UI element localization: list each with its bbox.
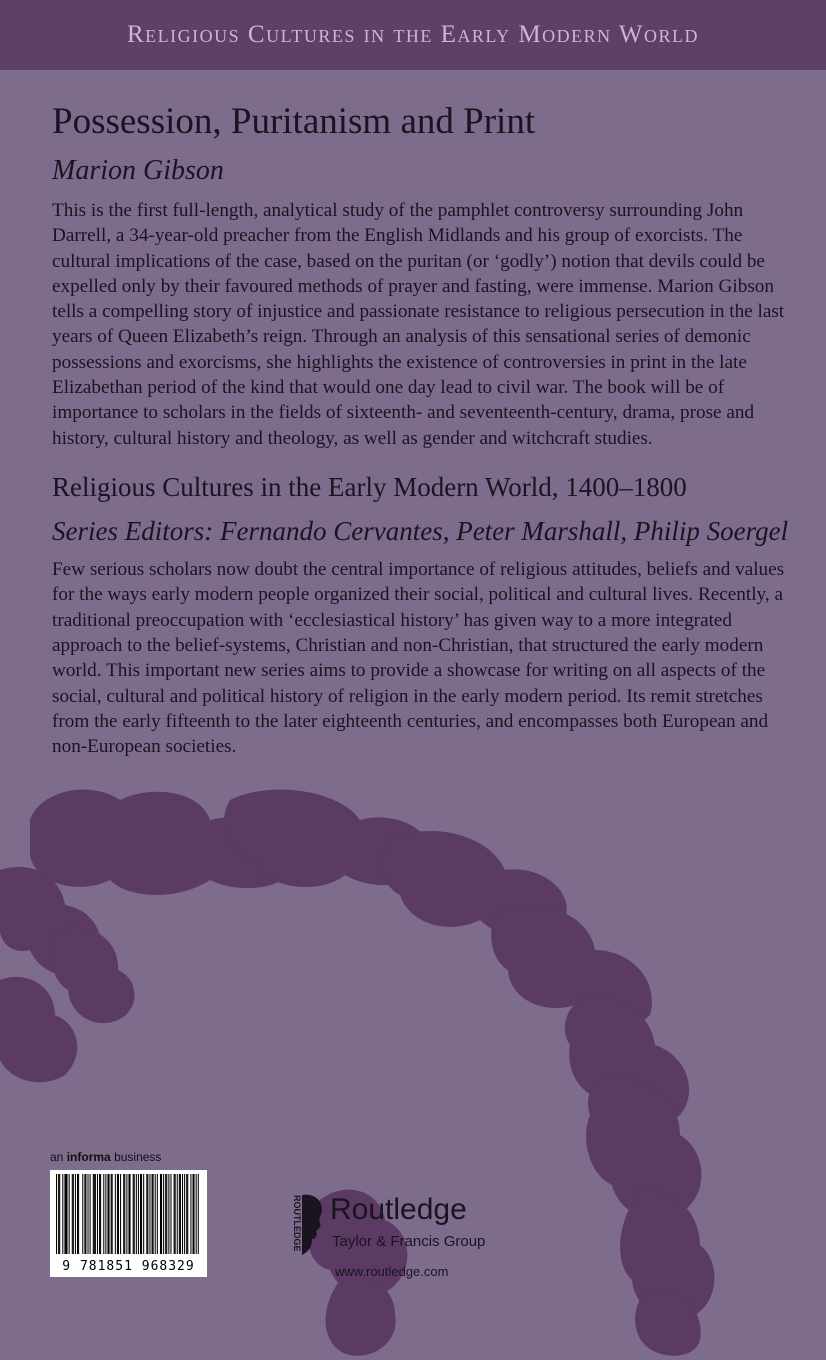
barcode-bar bbox=[118, 1174, 119, 1254]
barcode-bar bbox=[90, 1174, 91, 1254]
barcode-bar bbox=[59, 1174, 60, 1254]
barcode-bar bbox=[182, 1174, 183, 1254]
barcode-bar bbox=[109, 1174, 110, 1254]
routledge-head-icon bbox=[298, 1193, 328, 1257]
barcode-bar bbox=[134, 1174, 135, 1254]
barcode-bar bbox=[157, 1174, 158, 1254]
barcode-bar bbox=[140, 1174, 141, 1254]
barcode-bar bbox=[180, 1174, 181, 1254]
barcode-bar bbox=[107, 1174, 108, 1254]
series-banner bbox=[0, 0, 826, 70]
series-description: Few serious scholars now doubt the central importance of religious attitudes, beliefs and values for the ways early modern people organized their social, political and cultural lives. Recently, a traditional preoccupation with ‘ecclesiastical history’ has given way to a more integrated approach to the belief-systems, Christian and non-Christian, that structured the early modern world. This important new series aims to provide a showcase for writing on all aspects of the social, cultural and political history of religion in the early modern period. Its remit stretches from the early fifteenth to the later eighteenth centuries, and encompasses both European and non-European societies. bbox=[52, 559, 785, 758]
barcode-bar bbox=[163, 1174, 164, 1254]
publisher-url[interactable]: www.routledge.com bbox=[335, 1264, 449, 1279]
barcode-bar bbox=[161, 1174, 162, 1254]
barcode-bar bbox=[179, 1174, 180, 1254]
barcode-bar bbox=[112, 1174, 113, 1254]
barcode-bar bbox=[124, 1174, 125, 1254]
barcode-bar bbox=[153, 1174, 154, 1254]
barcode-bar bbox=[58, 1174, 59, 1254]
publisher-group: Taylor & Francis Group bbox=[332, 1233, 486, 1250]
barcode-bar bbox=[174, 1174, 175, 1254]
barcode-bar bbox=[72, 1174, 73, 1254]
barcode-bar bbox=[168, 1174, 169, 1254]
informa-business-line bbox=[50, 1150, 161, 1164]
barcode-bar bbox=[160, 1174, 161, 1254]
barcode-bar bbox=[198, 1174, 199, 1254]
barcode-bar bbox=[105, 1174, 106, 1254]
barcode-bar bbox=[77, 1174, 78, 1254]
barcode-bar bbox=[82, 1174, 83, 1254]
barcode-bar bbox=[170, 1174, 171, 1254]
barcode-bar bbox=[97, 1174, 98, 1254]
barcode-bar bbox=[165, 1174, 166, 1254]
barcode-bar bbox=[78, 1174, 79, 1254]
routledge-vertical-text: ROUTLEDGE bbox=[292, 1195, 302, 1252]
barcode-bar bbox=[196, 1174, 197, 1254]
barcode-bar bbox=[177, 1174, 178, 1254]
barcode-bar bbox=[166, 1174, 167, 1254]
barcode-bar bbox=[88, 1174, 89, 1254]
barcode-bar bbox=[103, 1174, 104, 1254]
barcode-bar bbox=[111, 1174, 112, 1254]
informa-prefix: an bbox=[50, 1150, 64, 1164]
barcode-bar bbox=[100, 1174, 101, 1254]
barcode-bar bbox=[184, 1174, 185, 1254]
back-cover-text bbox=[52, 100, 792, 759]
barcode-bar bbox=[187, 1174, 188, 1254]
barcode-bar bbox=[73, 1174, 74, 1254]
barcode-bar bbox=[155, 1174, 156, 1254]
barcode-bars bbox=[50, 1170, 207, 1260]
barcode-bar bbox=[123, 1174, 124, 1254]
barcode-bar bbox=[84, 1174, 85, 1254]
barcode-bar bbox=[64, 1174, 65, 1254]
book-title: Possession, Puritanism and Print bbox=[52, 101, 536, 142]
barcode-bar bbox=[120, 1174, 121, 1254]
barcode-bar bbox=[67, 1174, 68, 1254]
barcode-bar bbox=[115, 1174, 116, 1254]
barcode-bar bbox=[193, 1174, 194, 1254]
barcode-bar bbox=[136, 1174, 137, 1254]
barcode-bar bbox=[93, 1174, 94, 1254]
barcode-bar bbox=[99, 1174, 100, 1254]
barcode-bar bbox=[146, 1174, 147, 1254]
publisher-name: Routledge bbox=[330, 1193, 467, 1226]
barcode-bar bbox=[194, 1174, 195, 1254]
informa-brand: informa bbox=[66, 1150, 111, 1164]
barcode-bar bbox=[143, 1174, 144, 1254]
book-description: This is the first full-length, analytical study of the pamphlet controversy surrounding John Darrell, a 34-year-old preacher from the English Midlands and his group of exorcists. The cultural implications of the case, based on the puritan (or ‘godly’) notion that devils could be expelled only by their favoured methods of prayer and fasting, were immense. Marion Gibson tells a compelling story of injustice and passionate resistance to religious persecution in the last years of Queen Elizabeth’s reign. Through an analysis of this sensational series of demonic possessions and exorcisms, she highlights the existence of controversies in print in the late Elizabethan period of the kind that would one day lead to civil war. The book will be of importance to scholars in the fields of sixteenth- and seventeenth-century, drama, prose and history, cultural history and theology, as well as gender and witchcraft studies. bbox=[52, 199, 785, 449]
barcode-bar bbox=[65, 1174, 66, 1254]
barcode-bar bbox=[94, 1174, 95, 1254]
series-title: Religious Cultures in the Early Modern World, 1400–1800 bbox=[52, 471, 687, 502]
barcode-bar bbox=[149, 1174, 150, 1254]
informa-suffix: business bbox=[114, 1150, 162, 1164]
barcode-bar bbox=[152, 1174, 153, 1254]
barcode-bar bbox=[190, 1174, 191, 1254]
isbn-digits: 9 781851 968329 bbox=[62, 1259, 195, 1274]
barcode-bar bbox=[95, 1174, 96, 1254]
barcode-bar bbox=[130, 1174, 131, 1254]
barcode-bar bbox=[69, 1174, 70, 1254]
barcode-bar bbox=[133, 1174, 134, 1254]
barcode-bar bbox=[175, 1174, 176, 1254]
isbn-barcode bbox=[50, 1170, 207, 1277]
barcode-bar bbox=[75, 1174, 76, 1254]
barcode-bar bbox=[147, 1174, 148, 1254]
series-banner-text: Religious Cultures in the Early Modern World bbox=[126, 21, 699, 48]
barcode-bar bbox=[138, 1174, 139, 1254]
barcode-bar bbox=[141, 1174, 142, 1254]
barcode-bar bbox=[128, 1174, 129, 1254]
barcode-bar bbox=[56, 1174, 57, 1254]
barcode-bar bbox=[186, 1174, 187, 1254]
series-editors: Series Editors: Fernando Cervantes, Peter Marshall, Philip Soergel bbox=[52, 515, 789, 546]
barcode-bar bbox=[62, 1174, 63, 1254]
barcode-bar bbox=[117, 1174, 118, 1254]
book-author: Marion Gibson bbox=[52, 155, 224, 187]
barcode-bar bbox=[85, 1174, 86, 1254]
barcode-bar bbox=[126, 1174, 127, 1254]
